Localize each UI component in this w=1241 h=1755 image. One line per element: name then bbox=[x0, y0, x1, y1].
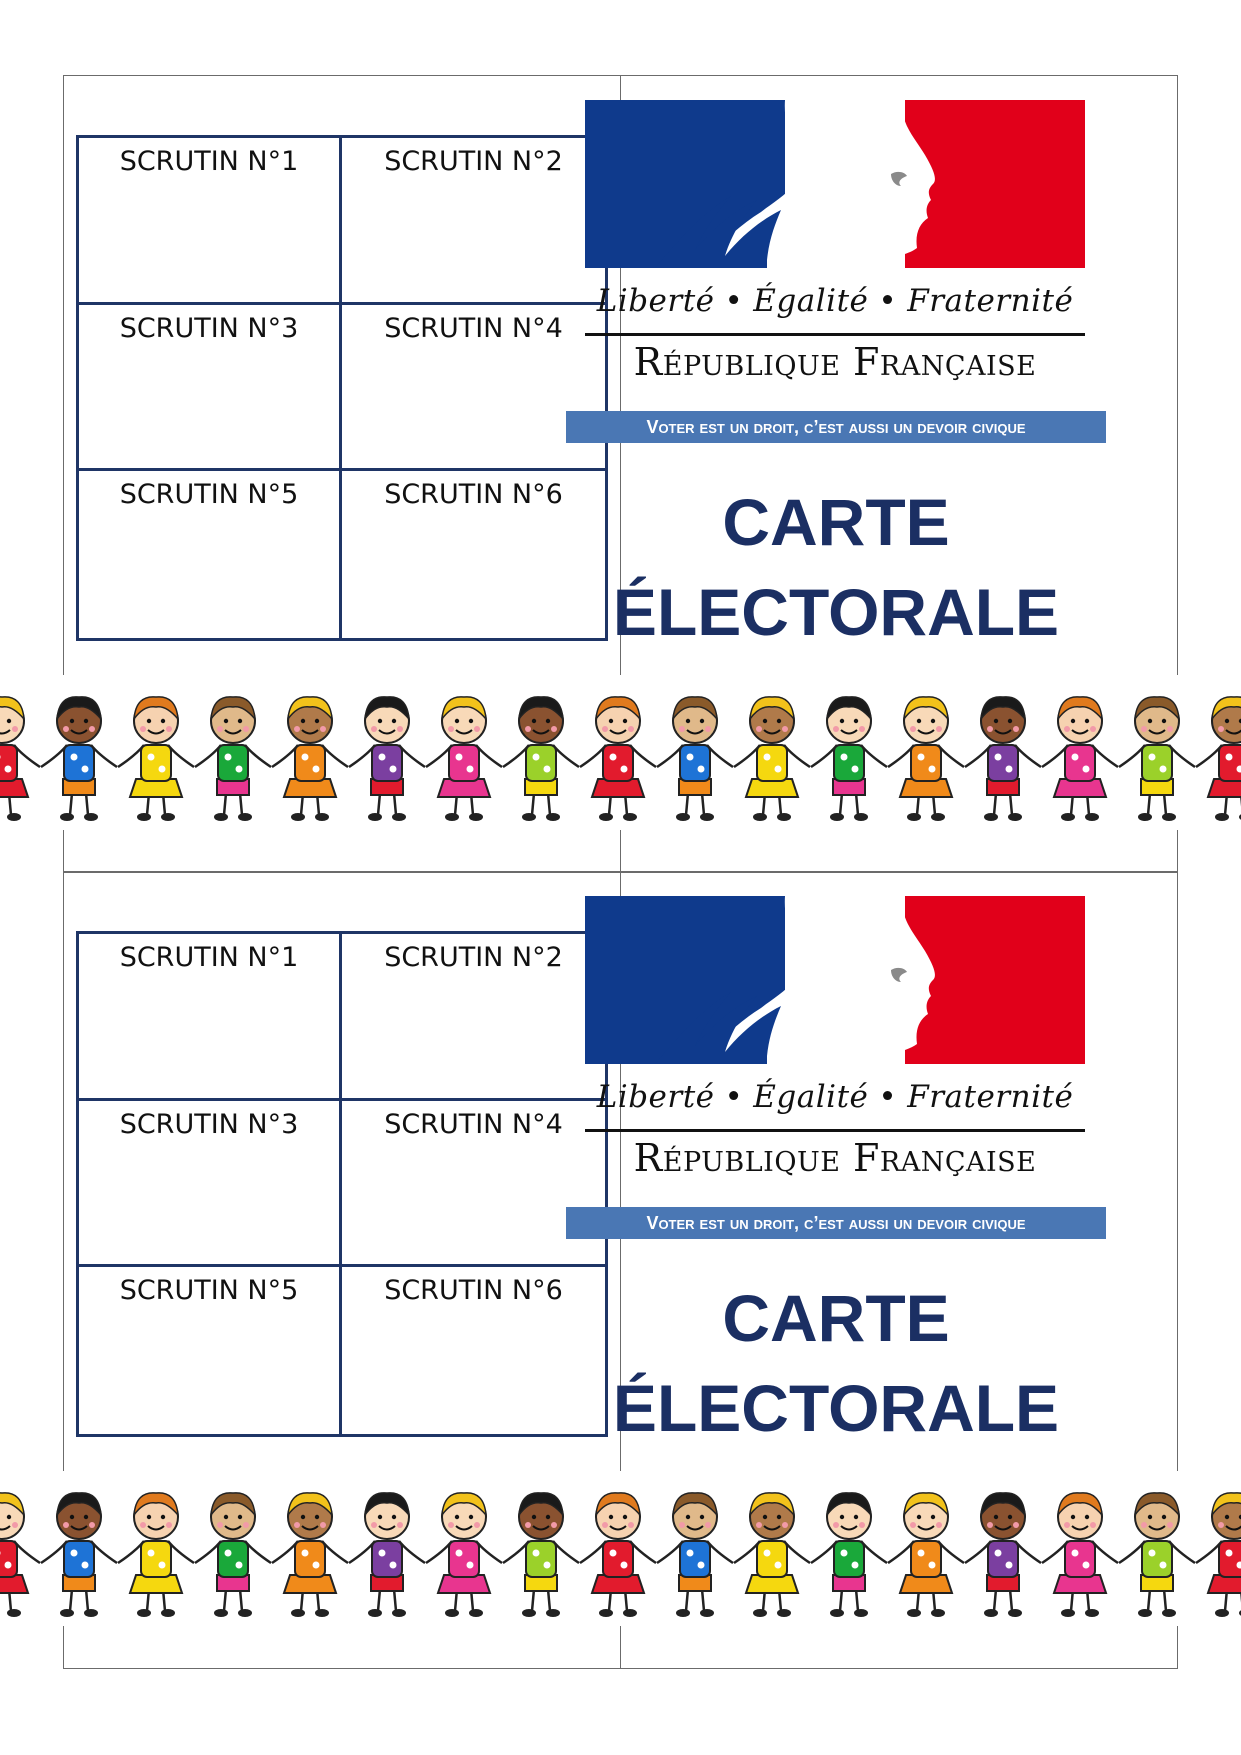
logo-divider bbox=[585, 333, 1085, 336]
child-figure bbox=[1196, 1493, 1241, 1617]
motto-separator: • bbox=[724, 1079, 744, 1115]
scrutin-cell-1: SCRUTIN N°1 bbox=[79, 138, 342, 305]
motto-separator: • bbox=[878, 1079, 898, 1115]
child-figure bbox=[195, 1493, 271, 1617]
card-title bbox=[566, 1273, 1106, 1453]
scrutin-grid bbox=[76, 931, 608, 1437]
child-figure bbox=[503, 1493, 579, 1617]
republique-francaise: République Française bbox=[633, 340, 1037, 384]
card-title-line2: ÉLECTORALE bbox=[612, 1371, 1060, 1445]
child-figure bbox=[1196, 697, 1241, 821]
logo-divider bbox=[585, 1129, 1085, 1132]
scrutin-cell-2: SCRUTIN N°2 bbox=[342, 934, 605, 1101]
children-holding-hands-illustration bbox=[0, 1471, 1241, 1626]
child-figure bbox=[657, 697, 733, 821]
motto-separator: • bbox=[878, 283, 898, 319]
child-figure bbox=[580, 697, 656, 821]
child-figure bbox=[118, 697, 194, 821]
child-figure bbox=[965, 697, 1041, 821]
child-figure bbox=[1042, 1493, 1118, 1617]
child-figure bbox=[811, 1493, 887, 1617]
motto-liberte: Liberté bbox=[596, 283, 715, 319]
marianne-flag-icon bbox=[585, 100, 1085, 268]
child-figure bbox=[1119, 697, 1195, 821]
marianne-logo bbox=[585, 100, 1085, 384]
child-figure bbox=[0, 697, 40, 821]
scrutin-cell-3: SCRUTIN N°3 bbox=[79, 1101, 342, 1268]
child-figure bbox=[580, 1493, 656, 1617]
child-figure bbox=[195, 697, 271, 821]
scrutin-cell-5: SCRUTIN N°5 bbox=[79, 471, 342, 638]
motto-fraternite: Fraternité bbox=[907, 1079, 1074, 1115]
child-figure bbox=[41, 1493, 117, 1617]
child-figure bbox=[734, 1493, 810, 1617]
child-figure bbox=[349, 1493, 425, 1617]
child-figure bbox=[503, 697, 579, 821]
scrutin-cell-6: SCRUTIN N°6 bbox=[384, 1275, 563, 1307]
card-title bbox=[566, 477, 1106, 657]
child-figure bbox=[0, 1493, 40, 1617]
child-figure bbox=[888, 1493, 964, 1617]
scrutin-cell-5: SCRUTIN N°5 bbox=[79, 1267, 342, 1434]
child-figure bbox=[1119, 1493, 1195, 1617]
motto-separator: • bbox=[724, 283, 744, 319]
child-figure bbox=[426, 1493, 502, 1617]
republique-francaise: République Française bbox=[633, 1136, 1037, 1180]
child-figure bbox=[272, 697, 348, 821]
motto bbox=[585, 1079, 1085, 1115]
motto-egalite: Égalité bbox=[753, 283, 869, 319]
card-title-line1: CARTE bbox=[722, 485, 950, 559]
child-figure bbox=[657, 1493, 733, 1617]
child-figure bbox=[272, 1493, 348, 1617]
card-title-line2: ÉLECTORALE bbox=[612, 575, 1060, 649]
child-figure bbox=[965, 1493, 1041, 1617]
marianne-logo bbox=[585, 896, 1085, 1180]
children-holding-hands-illustration bbox=[0, 675, 1241, 830]
scrutin-cell-2: SCRUTIN N°2 bbox=[342, 138, 605, 305]
child-figure bbox=[888, 697, 964, 821]
motto bbox=[585, 283, 1085, 319]
child-figure bbox=[811, 697, 887, 821]
civic-slogan: Voter est un droit, c’est aussi un devoir civique bbox=[566, 1207, 1106, 1239]
scrutin-cell-4: SCRUTIN N°4 bbox=[342, 305, 605, 472]
scrutin-cell-6: SCRUTIN N°6 bbox=[384, 479, 563, 511]
child-figure bbox=[41, 697, 117, 821]
motto-fraternite: Fraternité bbox=[907, 283, 1074, 319]
motto-egalite: Égalité bbox=[753, 1079, 869, 1115]
child-figure bbox=[1042, 697, 1118, 821]
scrutin-cell-1: SCRUTIN N°1 bbox=[79, 934, 342, 1101]
child-figure bbox=[349, 697, 425, 821]
scrutin-cell-4: SCRUTIN N°4 bbox=[342, 1101, 605, 1268]
motto-liberte: Liberté bbox=[596, 1079, 715, 1115]
child-figure bbox=[426, 697, 502, 821]
card-title-line1: CARTE bbox=[722, 1281, 950, 1355]
child-figure bbox=[118, 1493, 194, 1617]
scrutin-grid bbox=[76, 135, 608, 641]
child-figure bbox=[734, 697, 810, 821]
marianne-flag-icon bbox=[585, 896, 1085, 1064]
scrutin-cell-3: SCRUTIN N°3 bbox=[79, 305, 342, 472]
civic-slogan: Voter est un droit, c’est aussi un devoir civique bbox=[566, 411, 1106, 443]
